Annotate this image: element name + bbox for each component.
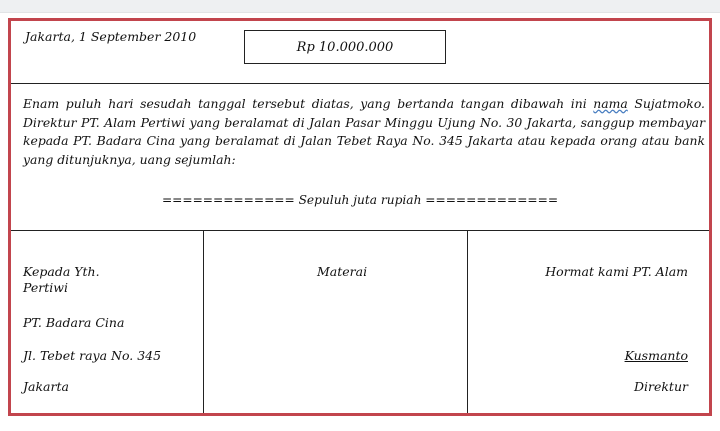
amount-in-words: ============= Sepuluh juta rupiah ============= [161, 193, 559, 207]
promissory-note-frame [8, 18, 712, 416]
body-underlined-word: nama [593, 96, 628, 111]
signatory-name: Kusmanto [624, 348, 688, 363]
body-part-1: Enam puluh hari sesudah tanggal tersebut diatas, yang bertanda tangan dibawah ini [23, 96, 594, 111]
body-part-2: Sujatmoko. Direktur PT. Alam Pertiwi yang beralamat di Jalan Pasar Minggu Ujung No. 30 Jakarta, sanggup membayar kepada PT. Badara Cina yang beralamat di Jalan Tebet Raya No. 345 Jakarta atau kepada orang atau bank yang ditunjuknya, uang sejumlah: [23, 96, 705, 167]
note-body-text [23, 95, 705, 169]
recipient-city: Jakarta [23, 379, 69, 394]
window-top-strip [0, 0, 720, 13]
recipient-address: Jl. Tebet raya No. 345 [23, 348, 162, 363]
column-divider-right [467, 230, 468, 413]
sender-closing: Hormat kami PT. Alam [545, 264, 688, 279]
recipient-line-2: Pertiwi [23, 280, 68, 295]
amount-box [244, 30, 446, 64]
amount-value: Rp 10.000.000 [296, 39, 394, 55]
recipient-line-1: Kepada Yth. [23, 264, 100, 279]
recipient-greeting [23, 264, 100, 296]
column-divider-left [203, 230, 204, 413]
stamp-label: Materai [317, 264, 368, 279]
signatory-title: Direktur [633, 379, 688, 394]
date-text: Jakarta, 1 September 2010 [25, 29, 197, 44]
footer-divider [11, 230, 709, 231]
header-divider [11, 83, 709, 84]
recipient-company: PT. Badara Cina [23, 315, 125, 330]
